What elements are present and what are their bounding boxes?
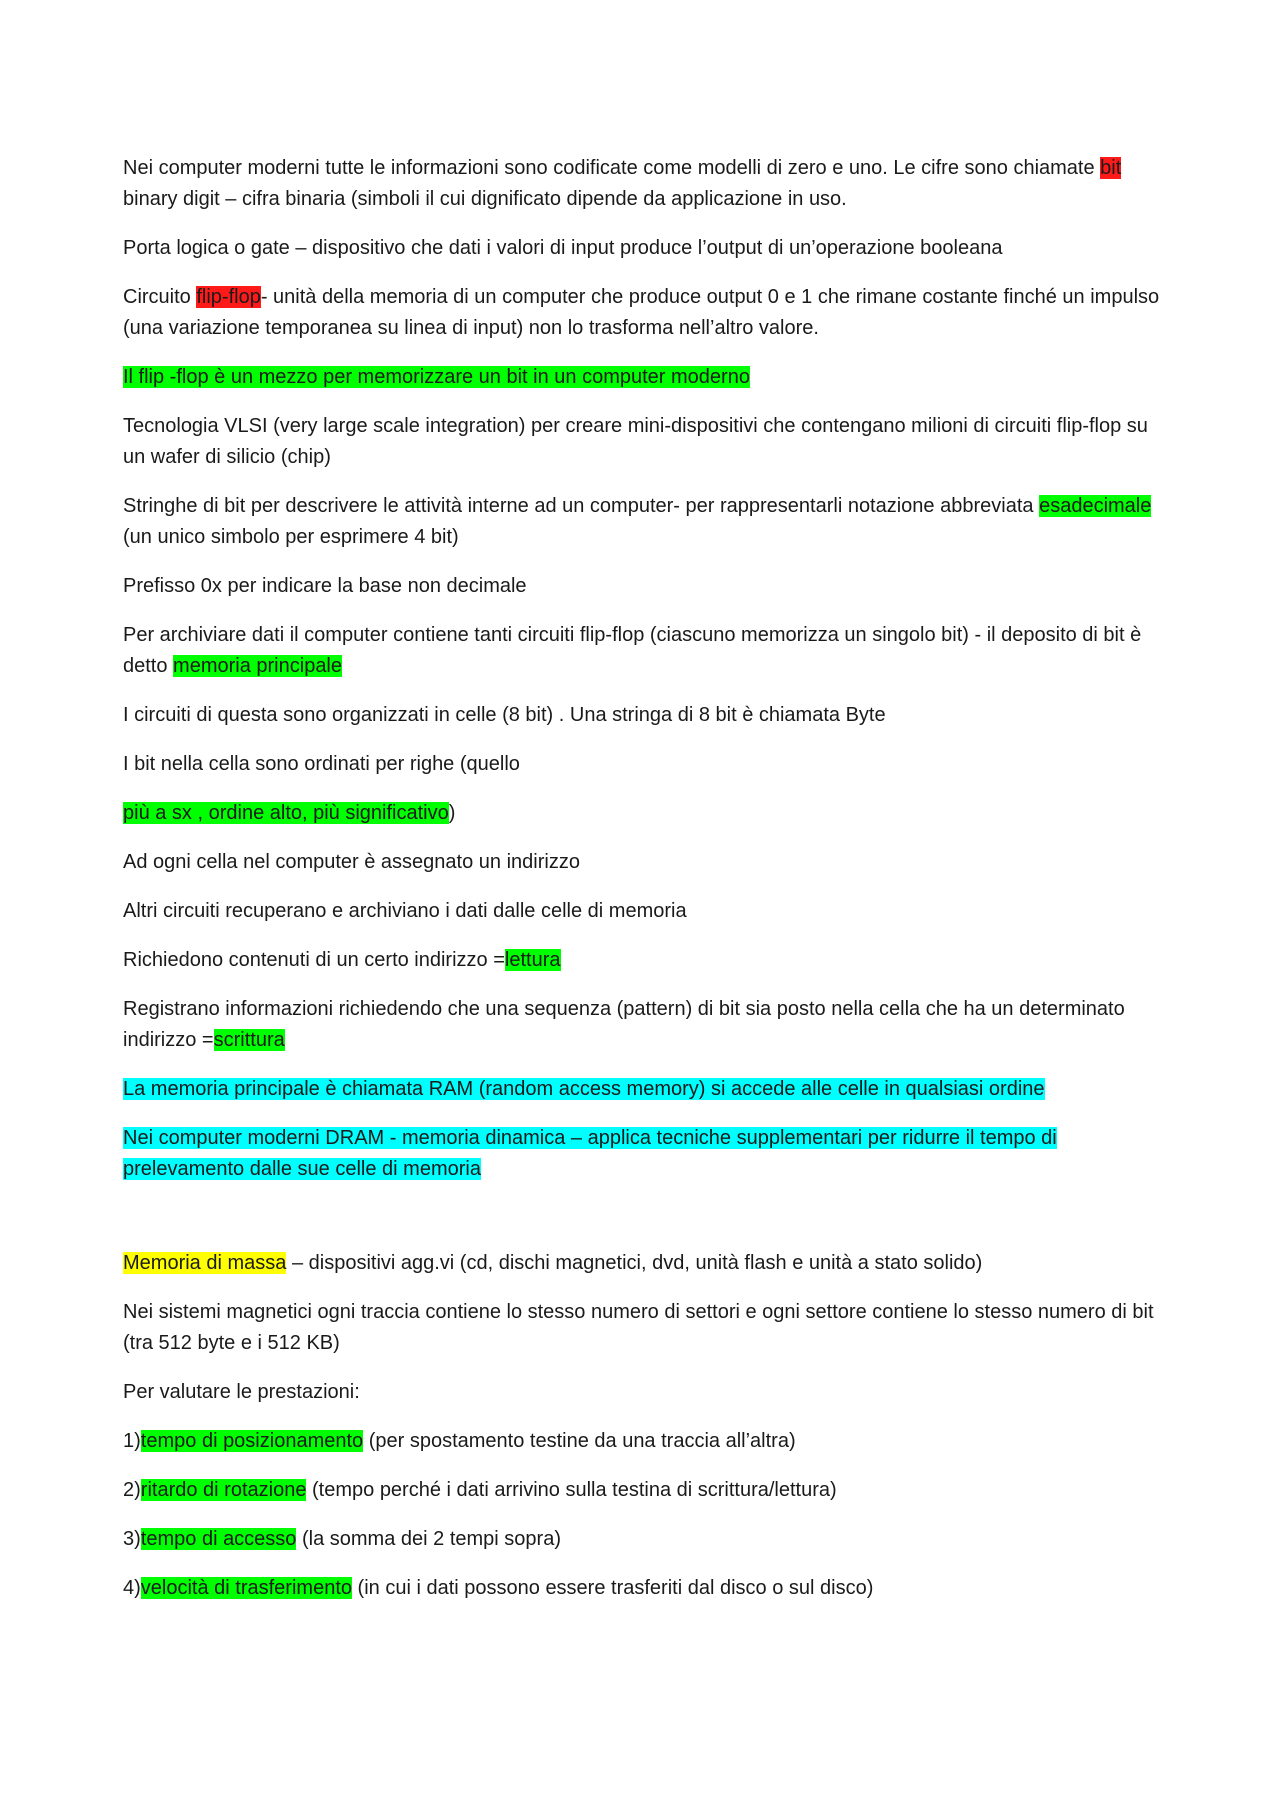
text-run: (in cui i dati possono essere trasferiti dal disco o sul disco) bbox=[352, 1577, 874, 1599]
text-run: binary digit – cifra binaria (simboli il cui dignificato dipende da applicazione in uso. bbox=[123, 188, 847, 210]
text-run: 2) bbox=[123, 1479, 141, 1501]
highlighted-term-green: ritardo di rotazione bbox=[140, 1479, 307, 1501]
text-run: Per valutare le prestazioni: bbox=[123, 1381, 360, 1403]
text-run: Altri circuiti recuperano e archiviano i dati dalle celle di memoria bbox=[123, 900, 687, 922]
paragraph-p18 bbox=[123, 1248, 1168, 1279]
highlighted-term-green: Il flip -flop è un mezzo per memorizzare un bit in un computer moderno bbox=[123, 366, 750, 388]
paragraph-p1 bbox=[123, 153, 1168, 215]
paragraph-p7 bbox=[123, 571, 1168, 602]
text-run: Nei sistemi magnetici ogni traccia contiene lo stesso numero di settori e ogni settore contiene lo stesso numero di bit (tra 512 byte e i 512 KB) bbox=[123, 1301, 1154, 1354]
paragraph-p14 bbox=[123, 945, 1168, 976]
text-run: 4) bbox=[123, 1577, 141, 1599]
paragraph-p3 bbox=[123, 282, 1168, 344]
text-run: ) bbox=[448, 802, 456, 824]
highlighted-term-green: tempo di posizionamento bbox=[140, 1430, 364, 1452]
text-run: – dispositivi agg.vi (cd, dischi magnetici, dvd, unità flash e unità a stato solido) bbox=[286, 1252, 983, 1274]
highlighted-term-green: esadecimale bbox=[1039, 495, 1152, 517]
highlighted-term-red: bit bbox=[1100, 157, 1122, 179]
paragraph-p22 bbox=[123, 1475, 1168, 1506]
document-page bbox=[123, 153, 1168, 1622]
paragraph-p17 bbox=[123, 1123, 1168, 1185]
highlighted-term-green: tempo di accesso bbox=[140, 1528, 297, 1550]
highlighted-term-green: velocità di trasferimento bbox=[140, 1577, 352, 1599]
text-run: I circuiti di questa sono organizzati in celle (8 bit) . Una stringa di 8 bit è chiamata Byte bbox=[123, 704, 886, 726]
text-run: (la somma dei 2 tempi sopra) bbox=[296, 1528, 561, 1550]
paragraph-p5 bbox=[123, 411, 1168, 473]
paragraph-p12 bbox=[123, 847, 1168, 878]
paragraph-p16 bbox=[123, 1074, 1168, 1105]
paragraph-gap bbox=[123, 1203, 1168, 1248]
paragraph-p8 bbox=[123, 620, 1168, 682]
paragraph-p11 bbox=[123, 798, 1168, 829]
paragraph-p6 bbox=[123, 491, 1168, 553]
text-run: Per archiviare dati il computer contiene tanti circuiti flip-flop (ciascuno memorizza un singolo bit) - il deposito di bit è detto bbox=[123, 624, 1142, 677]
paragraph-p19 bbox=[123, 1297, 1168, 1359]
paragraph-p10 bbox=[123, 749, 1168, 780]
highlighted-term-green: memoria principale bbox=[173, 655, 343, 677]
paragraph-p2 bbox=[123, 233, 1168, 264]
text-run: Registrano informazioni richiedendo che una sequenza (pattern) di bit sia posto nella cella che ha un determinato indirizzo = bbox=[123, 998, 1125, 1051]
text-run: Prefisso 0x per indicare la base non decimale bbox=[123, 575, 527, 597]
text-run: - unità della memoria di un computer che produce output 0 e 1 che rimane costante finché un impulso (una variazione temporanea su linea di input) non lo trasforma nell’altro valore. bbox=[123, 286, 1160, 339]
paragraph-p24 bbox=[123, 1573, 1168, 1604]
paragraph-p15 bbox=[123, 994, 1168, 1056]
highlighted-term-red: flip-flop bbox=[196, 286, 261, 308]
text-run: Stringhe di bit per descrivere le attività interne ad un computer- per rappresentarli notazione abbreviata bbox=[123, 495, 1040, 517]
highlighted-term-green: scrittura bbox=[213, 1029, 285, 1051]
paragraph-p23 bbox=[123, 1524, 1168, 1555]
text-run: Tecnologia VLSI (very large scale integration) per creare mini-dispositivi che contengano milioni di circuiti flip-flop su un wafer di silicio (chip) bbox=[123, 415, 1148, 468]
text-run: 3) bbox=[123, 1528, 141, 1550]
text-run: Richiedono contenuti di un certo indirizzo = bbox=[123, 949, 505, 971]
paragraph-p21 bbox=[123, 1426, 1168, 1457]
text-run: Ad ogni cella nel computer è assegnato un indirizzo bbox=[123, 851, 580, 873]
highlighted-term-yellow: Memoria di massa bbox=[123, 1252, 287, 1274]
text-run: (tempo perché i dati arrivino sulla testina di scrittura/lettura) bbox=[306, 1479, 837, 1501]
highlighted-term-cyan: La memoria principale è chiamata RAM (random access memory) si accede alle celle in qualsiasi ordine bbox=[123, 1078, 1045, 1100]
paragraph-p20 bbox=[123, 1377, 1168, 1408]
text-run: Porta logica o gate – dispositivo che dati i valori di input produce l’output di un’operazione booleana bbox=[123, 237, 1003, 259]
text-run: (un unico simbolo per esprimere 4 bit) bbox=[123, 526, 459, 548]
text-run: I bit nella cella sono ordinati per righe (quello bbox=[123, 753, 520, 775]
highlighted-term-cyan: Nei computer moderni DRAM - memoria dinamica – applica tecniche supplementari per ridurre il tempo di prelevamento dalle sue celle di memoria bbox=[123, 1127, 1057, 1180]
text-run: Nei computer moderni tutte le informazioni sono codificate come modelli di zero e uno. Le cifre sono chiamate bbox=[123, 157, 1101, 179]
paragraph-p9 bbox=[123, 700, 1168, 731]
text-run: (per spostamento testine da una traccia all’altra) bbox=[363, 1430, 796, 1452]
text-run: 1) bbox=[123, 1430, 141, 1452]
text-run: Circuito bbox=[123, 286, 197, 308]
highlighted-term-green: più a sx , ordine alto, più significativo bbox=[123, 802, 449, 824]
paragraph-p13 bbox=[123, 896, 1168, 927]
highlighted-term-green: lettura bbox=[504, 949, 561, 971]
paragraph-p4 bbox=[123, 362, 1168, 393]
